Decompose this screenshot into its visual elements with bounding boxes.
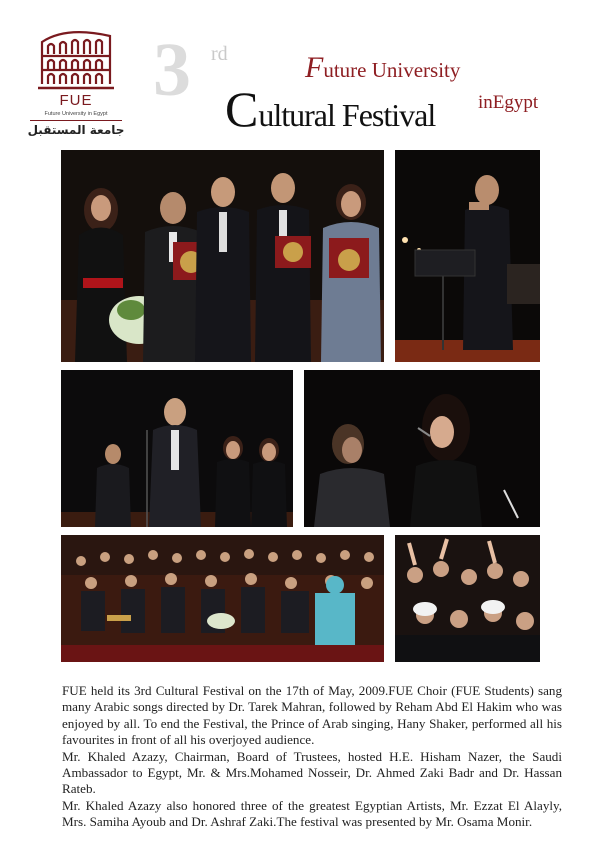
logo-divider — [30, 120, 122, 121]
festival-title-rest: ultural Festival — [258, 97, 436, 133]
photo-choir-presentation — [61, 370, 293, 527]
fue-logo — [26, 22, 126, 140]
article-paragraph: FUE held its 3rd Cultural Festival on the 17th of May, 2009.FUE Choir (FUE Students) sang many Arabic songs directed by Dr. Tarek Mahran, followed by Reham Abd El Hakim who was enjoyed by all. To end the Festival, the Prince of Arab singing, Hany Shaker, performed all his favourites in front of all his overjoyed audience. — [62, 683, 562, 748]
university-name-rest: uture University — [323, 58, 461, 82]
article-paragraph: Mr. Khaled Azazy, Chairman, Board of Trustees, hosted H.E. Hisham Nazer, the Saudi Ambassador to Egypt, Mr. & Mrs.Mohamed Nosseir, Dr. Ahmed Zaki Badr and Dr. Hassan Rateb. — [62, 748, 562, 797]
photo-audience-front-rows — [61, 535, 384, 662]
university-name-line1 — [305, 53, 460, 83]
festival-number: 3 — [153, 28, 191, 112]
photo-award-ceremony — [61, 150, 384, 362]
photo-cheering-students — [395, 535, 540, 662]
festival-title-initial: C — [225, 81, 259, 137]
colosseum-icon — [36, 22, 116, 90]
article-paragraph: Mr. Khaled Azazy also honored three of the greatest Egyptian Artists, Mr. Ezzat El Alayly, Mrs. Samiha Ayoub and Dr. Ashraf Zaki.The festival was presented by Mr. Osama Monir. — [62, 797, 562, 830]
logo-subtitle: Future University in Egypt — [44, 111, 108, 117]
logo-arabic-name: جامعة المستقبل — [27, 123, 125, 137]
festival-number-suffix: rd — [211, 43, 228, 65]
university-initial: F — [305, 51, 324, 84]
festival-title — [225, 81, 436, 137]
university-name-line2: inEgypt — [478, 92, 539, 113]
logo-abbreviation: FUE — [59, 92, 93, 109]
photo-singer-on-stage — [395, 150, 540, 362]
photo-duet-performance — [304, 370, 540, 527]
article-text — [62, 683, 562, 831]
